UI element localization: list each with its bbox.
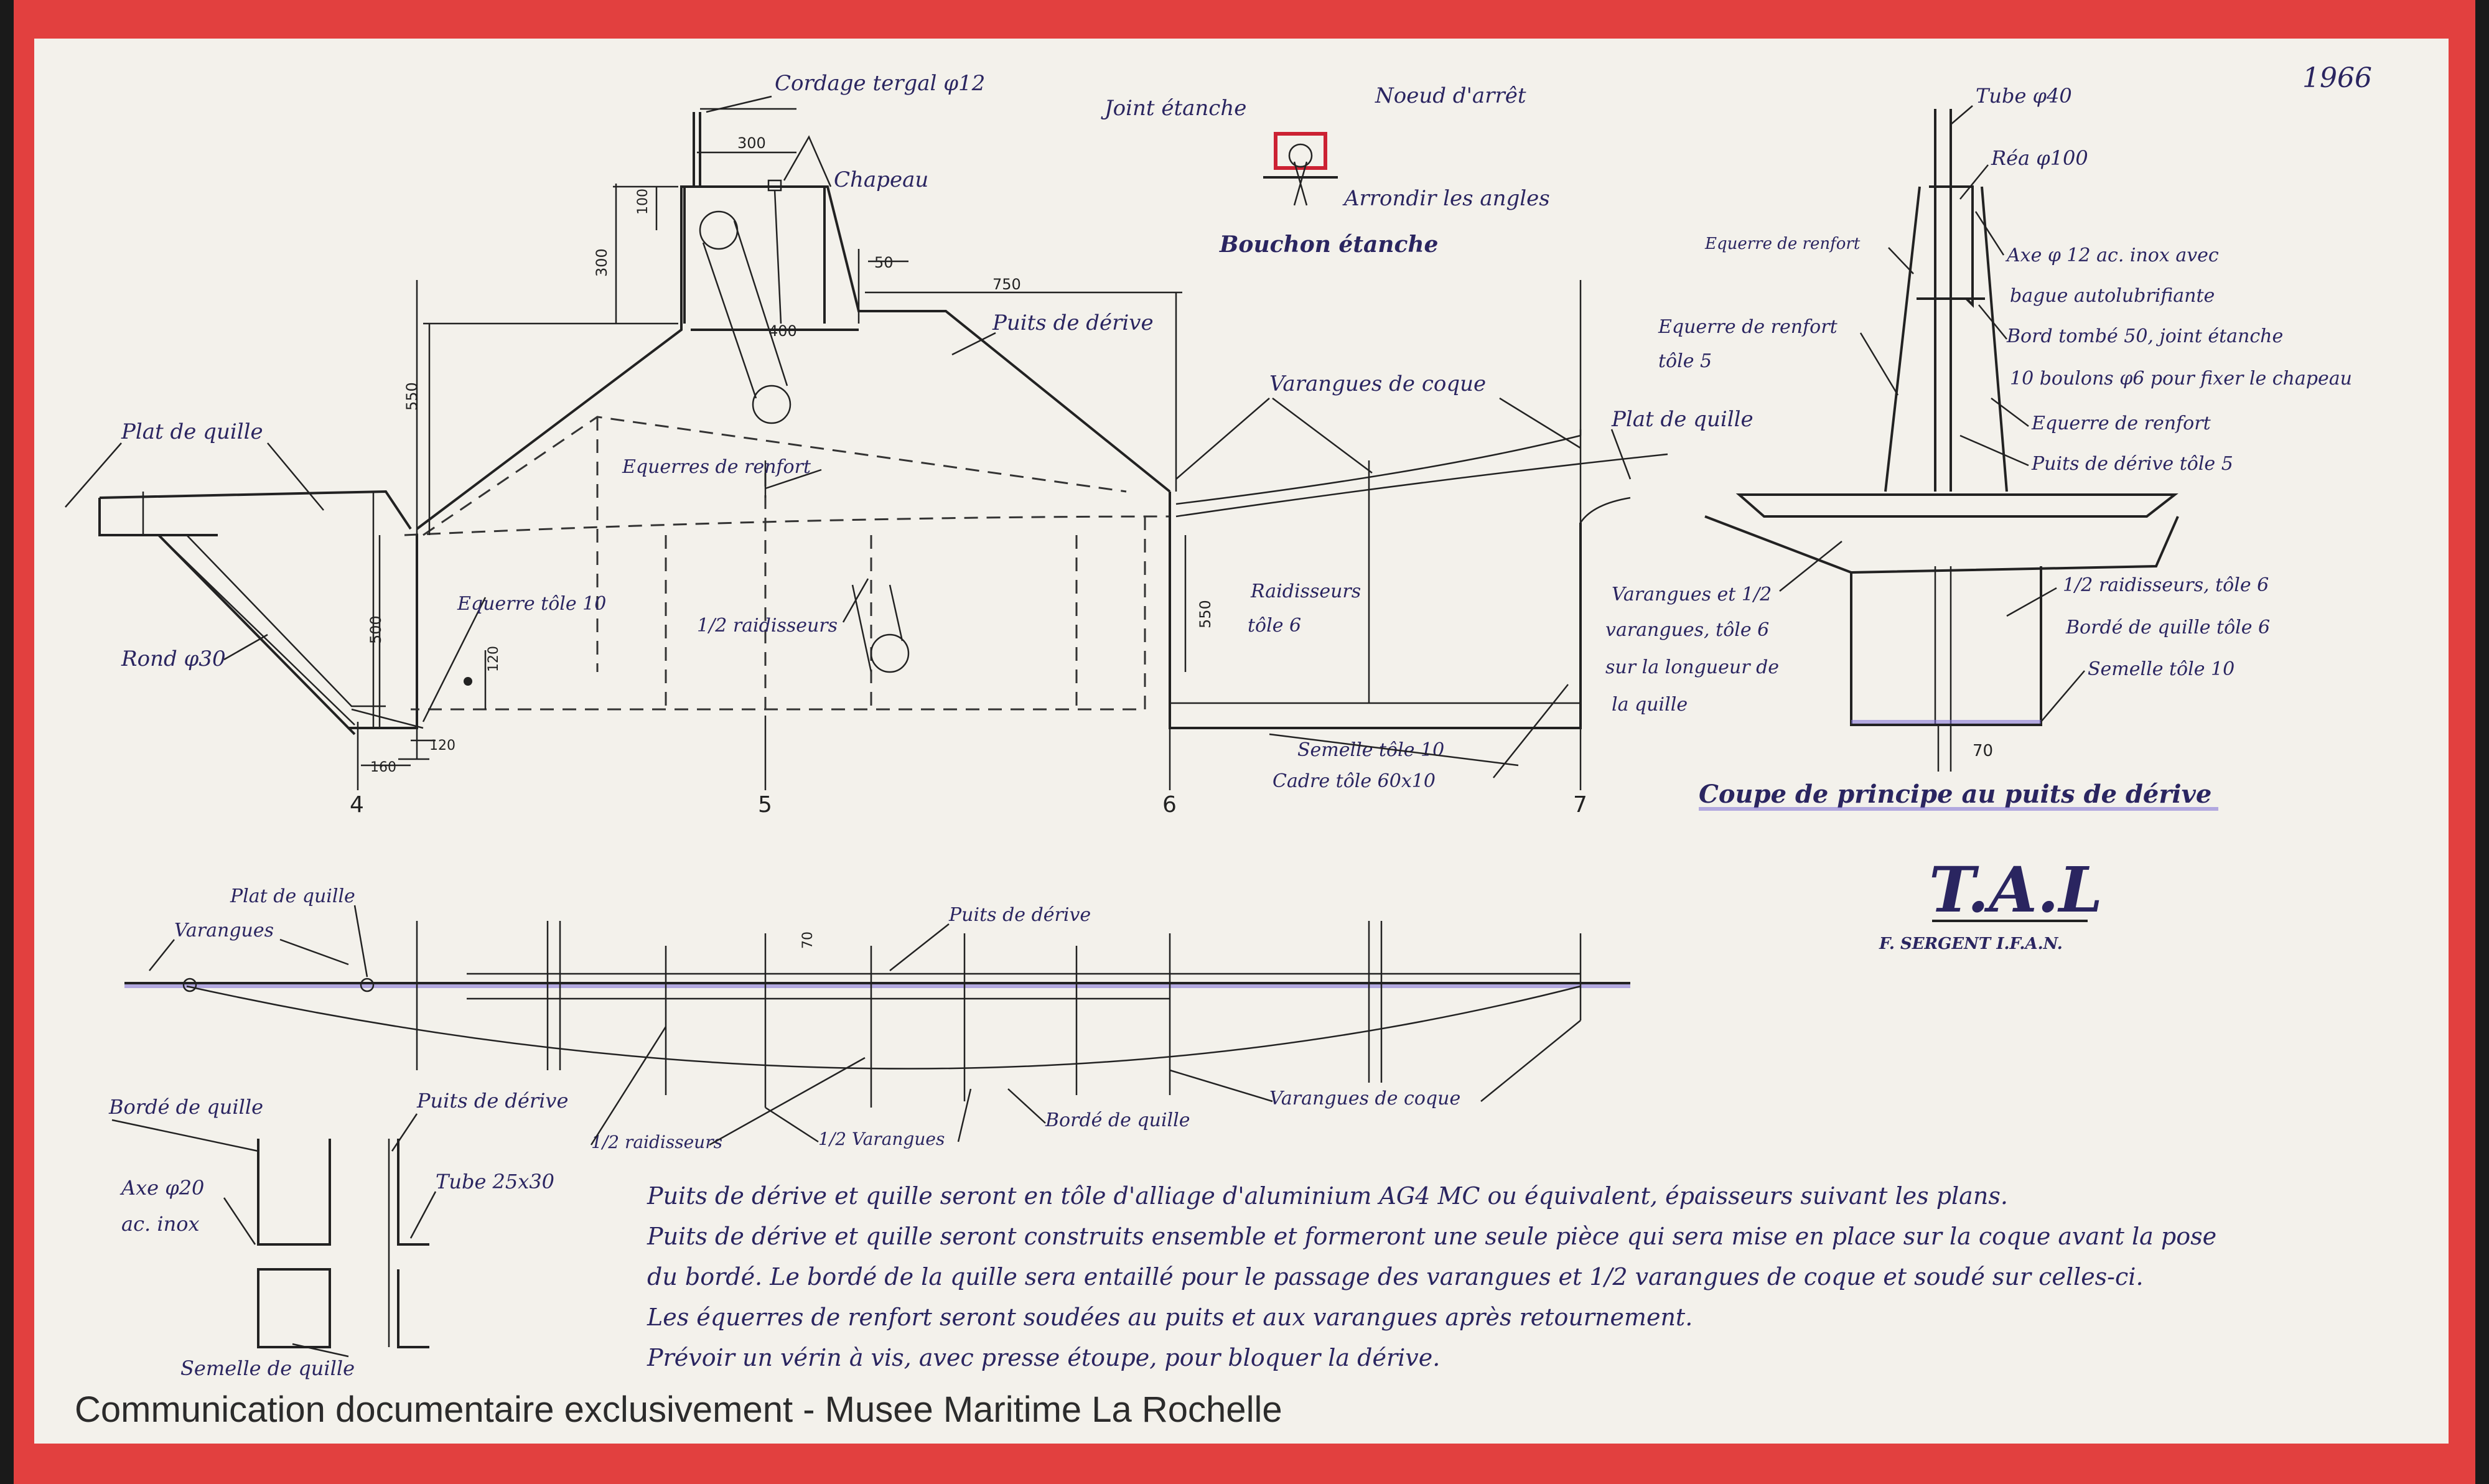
label-bouchon: Bouchon étanche: [1220, 231, 1439, 258]
label-joint: Joint étanche: [1104, 96, 1247, 121]
dim-550b: 550: [1197, 600, 1214, 628]
label-equerre-1: Equerre de renfort: [1705, 235, 1861, 253]
label-demi-raid: 1/2 raidisseurs, tôle 6: [2063, 574, 2269, 596]
right-edge-strip: [2475, 0, 2489, 1484]
label-semelle: Semelle tôle 10: [1297, 739, 1445, 761]
label-equerres: Equerres de renfort: [622, 456, 811, 478]
station-4: 4: [350, 792, 364, 818]
label-axe-1: Axe φ 12 ac. inox avec: [2007, 245, 2219, 266]
watermark: Communication documentaire exclusivement - Musee Maritime La Rochelle: [75, 1389, 1282, 1430]
label-plan-varangue-coque: Varangues de coque: [1269, 1088, 1461, 1109]
note-1: Puits de dérive et quille seront en tôle d'alliage d'aluminium AG4 MC ou équivalent, épaisseurs suivant les plans.: [647, 1182, 2008, 1210]
drawing-number: 1966: [2302, 62, 2372, 94]
dim-120a: 120: [486, 646, 502, 672]
label-bord-2: 10 boulons φ6 pour fixer le chapeau: [2010, 368, 2352, 390]
label-equerre-3: Equerre de renfort: [2032, 413, 2211, 434]
label-equerre-2b: tôle 5: [1658, 350, 1712, 372]
label-plan-borde: Bordé de quille: [1045, 1109, 1190, 1131]
station-5: 5: [758, 792, 772, 818]
label-detail-axe-1: Axe φ20: [121, 1176, 205, 1200]
label-plat-quille-left: Plat de quille: [121, 419, 263, 444]
label-varangue-4: la quille: [1612, 694, 1688, 716]
dim-500: 500: [367, 615, 385, 644]
label-equerre-tole: Equerre tôle 10: [457, 593, 607, 615]
label-borde-section: Bordé de quille tôle 6: [2066, 617, 2271, 638]
label-semelle-section: Semelle tôle 10: [2088, 658, 2235, 680]
label-detail-tube: Tube 25x30: [436, 1170, 555, 1193]
label-chapeau: Chapeau: [834, 167, 929, 192]
label-detail-axe-2: ac. inox: [121, 1212, 200, 1236]
station-6: 6: [1162, 792, 1177, 818]
dim-160: 160: [370, 760, 396, 775]
note-2: Puits de dérive et quille seront construits ensemble et formeront une seule pièce qui sera mise en place sur la coque avant la pose: [647, 1223, 2217, 1250]
label-plan-raid: 1/2 raidisseurs: [591, 1132, 722, 1152]
dim-120b: 120: [429, 738, 455, 754]
label-puits: Puits de dérive: [992, 310, 1154, 335]
label-tube: Tube φ40: [1976, 84, 2072, 108]
label-noeud: Noeud d'arrêt: [1375, 83, 1526, 108]
dim-300b: 300: [593, 248, 610, 277]
label-equerre-2a: Equerre de renfort: [1658, 316, 1838, 338]
label-plan-varangues: Varangues: [174, 920, 274, 941]
label-detail-puits: Puits de dérive: [417, 1089, 569, 1113]
label-plan-plat: Plat de quille: [230, 885, 355, 907]
dim-750: 750: [992, 276, 1021, 293]
label-varangues-coque: Varangues de coque: [1269, 371, 1487, 396]
label-detail-semelle: Semelle de quille: [180, 1356, 355, 1380]
label-varangue-1: Varangues et 1/2: [1612, 584, 1772, 605]
dim-400: 400: [768, 322, 797, 340]
label-puits-section: Puits de dérive tôle 5: [2032, 453, 2233, 475]
left-edge-strip: [0, 0, 14, 1484]
drawing-author: F. SERGENT I.F.A.N.: [1879, 935, 2063, 953]
label-axe-2: bague autolubrifiante: [2010, 285, 2215, 307]
label-plan-puits: Puits de dérive: [949, 904, 1091, 926]
label-bord-1: Bord tombé 50, joint étanche: [2007, 325, 2284, 347]
label-varangue-3: sur la longueur de: [1605, 656, 1780, 678]
station-7: 7: [1573, 792, 1587, 818]
note-5: Prévoir un vérin à vis, avec presse étoupe, pour bloquer la dérive.: [647, 1344, 1441, 1371]
label-raidisseurs-1: Raidisseurs: [1251, 581, 1361, 602]
label-rond: Rond φ30: [121, 646, 226, 671]
section-title: Coupe de principe au puits de dérive: [1699, 780, 2212, 809]
label-plat-quille-right: Plat de quille: [1612, 407, 1754, 432]
label-plan-varangue-half: 1/2 Varangues: [818, 1129, 945, 1149]
label-cordage: Cordage tergal φ12: [775, 71, 986, 96]
label-raidisseurs-half: 1/2 raidisseurs: [697, 615, 838, 637]
label-raidisseurs-2: tôle 6: [1248, 615, 1302, 637]
label-arrondir: Arrondir les angles: [1344, 186, 1550, 211]
dim-300a: 300: [737, 134, 766, 152]
dim-550a: 550: [403, 382, 421, 411]
dim-100: 100: [635, 189, 651, 215]
label-varangue-2: varangues, tôle 6: [1605, 619, 1770, 641]
label-rea: Réa φ100: [1991, 146, 2088, 170]
dim-70-plan: 70: [800, 931, 816, 949]
dim-70-section: 70: [1973, 742, 1994, 760]
label-detail-borde: Bordé de quille: [109, 1095, 263, 1119]
note-4: Les équerres de renfort seront soudées au puits et aux varangues après retournement.: [647, 1304, 1693, 1331]
note-3: du bordé. Le bordé de la quille sera entaillé pour le passage des varangues et 1/2 varangues de coque et soudé sur celles-ci.: [647, 1263, 2144, 1290]
dim-50: 50: [874, 254, 894, 271]
label-cadre: Cadre tôle 60x10: [1273, 770, 1436, 792]
drawing-title: T.A.L: [1929, 853, 2103, 926]
